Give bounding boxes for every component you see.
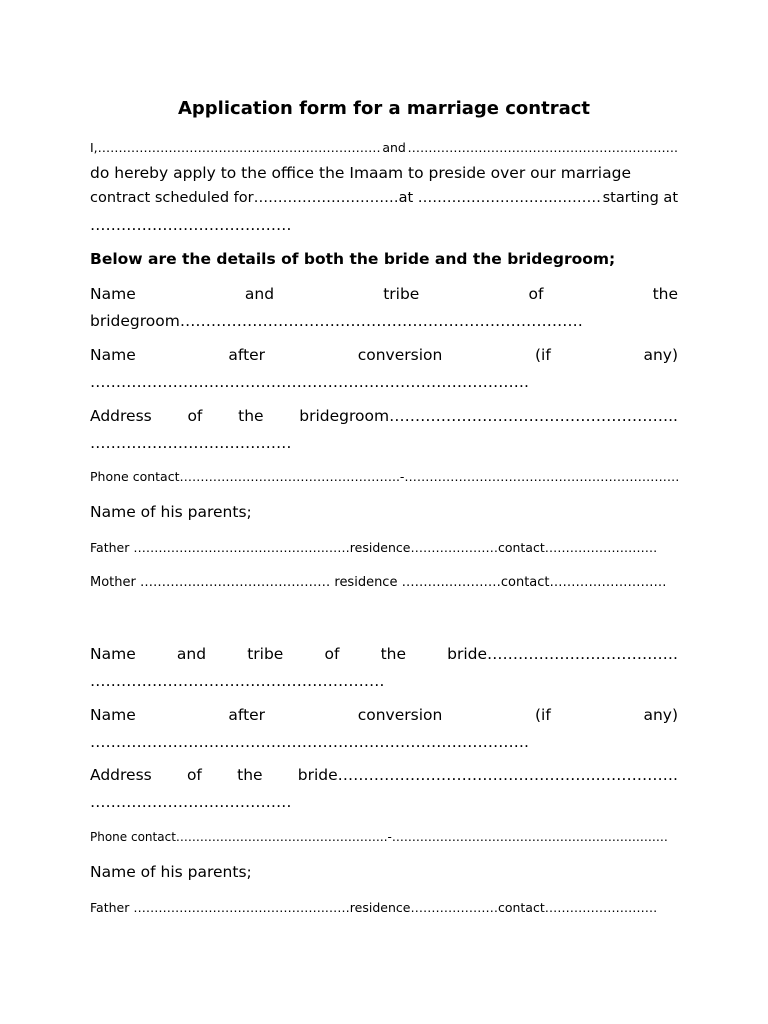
bride-word: the — [380, 645, 406, 663]
bride-conversion-word: after — [228, 706, 266, 724]
bride-word: bride………………………………. — [447, 645, 678, 663]
groom-address-line — [90, 405, 678, 427]
bride-word: tribe — [247, 645, 284, 663]
bride-conversion-blank: …………………………………………………………………………. — [90, 733, 529, 751]
groom-address-word: the — [238, 407, 264, 425]
groom-conversion-line — [90, 344, 678, 366]
partner-name-blank: …………………………………………….…………. — [407, 140, 678, 155]
bride-conversion-line — [90, 704, 678, 726]
groom-address-word: Address — [90, 407, 152, 425]
groom-conversion-word: any) — [643, 346, 678, 364]
bride-father-line: Father ……………………………………….……residence…………………contact……………………… — [90, 900, 658, 915]
groom-word: of — [528, 285, 544, 303]
bride-conversion-word: (if — [534, 706, 551, 724]
bride-phone-line: Phone contact……………………………………………..-…………………………………………………………… — [90, 830, 668, 844]
groom-word: and — [244, 285, 275, 303]
bride-word: of — [324, 645, 340, 663]
bride-address-word: of — [186, 766, 202, 784]
groom-parents-label: Name of his parents; — [90, 503, 252, 521]
intro-line-2: do hereby apply to the office the Imaam to preside over our marriage — [90, 164, 631, 182]
bride-name-tribe-line — [90, 643, 678, 665]
and-text: and — [382, 140, 406, 155]
bride-word: Name — [90, 645, 136, 663]
groom-conversion-word: after — [228, 346, 266, 364]
groom-father-line: Father ……………………………………….……residence…………………contact……………………… — [90, 540, 658, 555]
intro-line-3 — [90, 187, 678, 209]
schedule-blank: contract scheduled for…………………………at ………………………..……… — [90, 190, 601, 206]
details-heading: Below are the details of both the bride and the bridegroom; — [90, 250, 616, 268]
groom-phone-line: Phone contact……………………………………………..-………………………………………………………… — [90, 469, 680, 484]
form-title: Application form for a marriage contract — [177, 98, 590, 119]
bride-parents-label: Name of his parents; — [90, 863, 252, 881]
bride-address-word: Address — [90, 766, 152, 784]
groom-address-word: of — [187, 407, 203, 425]
groom-name-tribe-line — [90, 283, 678, 305]
bride-address-blank: ………………………………… — [90, 793, 292, 811]
bride-word: and — [176, 645, 207, 663]
groom-address-blank: ………………………………… — [90, 434, 292, 452]
intro-line-1 — [90, 137, 678, 159]
bride-address-line — [90, 764, 678, 786]
groom-conversion-word: (if — [534, 346, 551, 364]
bride-conversion-word: any) — [643, 706, 678, 724]
groom-mother-line: Mother …………..………………………… residence ………..…………contact……………………… — [90, 575, 667, 590]
groom-name-tribe-blank: bridegroom…………………………………………………………………… — [90, 312, 583, 330]
groom-conversion-word: Name — [90, 346, 136, 364]
groom-word: tribe — [383, 285, 420, 303]
groom-conversion-blank: …………………………………………………………………………. — [90, 373, 529, 391]
bride-conversion-word: Name — [90, 706, 136, 724]
bride-address-word: bride…………………………………………..……………. — [297, 766, 678, 784]
starting-at-text: starting at — [602, 190, 678, 206]
groom-word: Name — [90, 285, 136, 303]
intro-line-4: ………………………………… — [90, 216, 292, 234]
groom-word: the — [652, 285, 678, 303]
applicant-names-blank: I,……………………………..…………………………… — [90, 140, 381, 155]
bride-name-tribe-blank: ………………………………………………… — [90, 672, 385, 690]
groom-address-word: bridegroom……………………………………………….. — [299, 407, 678, 425]
bride-address-word: the — [237, 766, 263, 784]
bride-conversion-word: conversion — [357, 706, 443, 724]
groom-conversion-word: conversion — [357, 346, 443, 364]
